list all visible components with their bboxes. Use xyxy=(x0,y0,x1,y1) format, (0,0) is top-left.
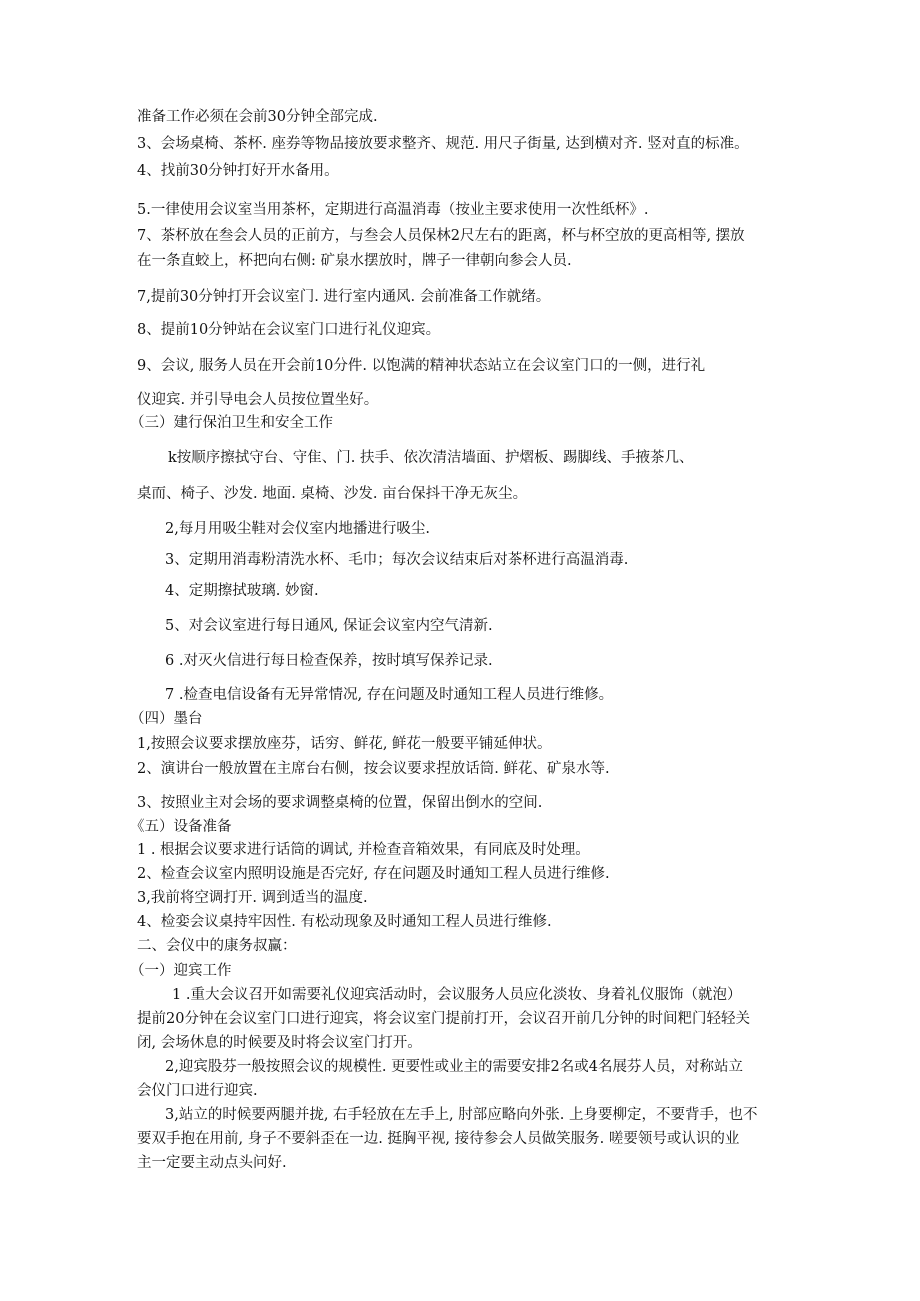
text-line: 闭, 会场休息的时候要及时将会议室门打开。 xyxy=(137,1035,422,1051)
text-line: 3,站立的时候要两腿并拢, 右手轻放在左手上, 肘部应略向外张. 上身要柳定，不要背手，也不 xyxy=(165,1107,758,1123)
text-line: 3,我前将空调打开. 调到适当的温度. xyxy=(137,890,368,906)
text-line: 5、对会议室进行每日通风, 保证会议室内空气清新. xyxy=(165,618,493,634)
text-line: 主一定要主动点头问好. xyxy=(137,1155,287,1171)
text-line: 5.一律使用会议室当用茶杯，定期进行高温消毒（按业主要求使用一次性纸杯》. xyxy=(137,202,649,218)
text-line: 3、定期用消毒粉清洗水杯、毛巾；每次会议结束后对茶杯进行高温消毒. xyxy=(165,552,629,568)
text-line: 3、会场桌椅、茶杯. 座券等物品接放要求整齐、规范. 用尺子街量, 达到横对齐. 竖对直的标准。 xyxy=(137,136,749,152)
section-heading: 二、会仪中的康务叔赢： xyxy=(137,938,297,954)
text-line: 9、会议, 服务人员在开会前10分件. 以饱满的精神状态站立在会议室门口的一侧，进行礼 xyxy=(137,358,706,374)
text-line: 提前20分钟在会议室门口进行迎宾，将会议室门提前打开，会议召开前几分钟的时间粑门轻轻关 xyxy=(137,1011,750,1027)
section-heading: （一）迎宾工作 xyxy=(130,963,232,979)
text-line: 2,迎宾股芬一般按照会议的规模性. 更要性或业主的需要安排2名或4名展芬人员，对称站立 xyxy=(165,1059,743,1075)
text-line: 在一条直蛟上，杯把向右侧: 矿泉水摆放时，牌子一律朝向参会人员. xyxy=(137,253,572,269)
text-line: 2、检查会议室内照明设施是否完好, 存在问题及时通知工程人员进行维修. xyxy=(137,866,610,882)
text-line: 要双手抱在用前, 身子不要斜歪在一边. 挺胸平视, 接待参会人员做笑服务. 嗟要领号或认识的业 xyxy=(137,1131,740,1147)
text-line: 7,提前30分钟打开会议室门. 进行室内通风. 会前准备工作就绪。 xyxy=(137,289,551,305)
text-line: 2,每月用吸尘鞋对会仪室内地播进行吸尘. xyxy=(165,521,430,537)
text-line: 桌而、椅子、沙发. 地面. 桌椅、沙发. 亩台保抖干净无灰尘。 xyxy=(137,486,528,502)
text-line: 2、演讲台一般放置在主席台右侧，按会议要求捏放话筒. 鲜花、矿泉水等. xyxy=(137,761,610,777)
text-line: 3、按照业主对会场的要求调整桌椅的位置，保留出倒水的空间. xyxy=(137,795,543,811)
text-line: 4、定期擦拭玻璃. 妙窗. xyxy=(165,583,319,599)
section-heading: （四）墨台 xyxy=(130,711,203,727)
text-line: 1 . 根据会议要求进行话筒的调试, 并检查音箱效果，有同底及时处理。 xyxy=(137,842,590,858)
text-line: 1,按照会议要求摆放座芬，话穷、鲜花, 鲜花一般要平铺延伸状。 xyxy=(137,736,552,752)
text-line: 7、茶杯放在叁会人员的正前方，与叁会人员保林2尺左右的距离，杯与杯空放的更高相等, 摆放 xyxy=(137,228,745,244)
text-line: k按顺序擦拭守台、守隹、门. 扶手、依次清洁墙面、护熠板、踢脚线、手掖茶几、 xyxy=(168,450,694,466)
text-line: 1 .重大会议召开如需要礼仪迎宾活动时，会议服务人员应化淡妆、身着礼仪服饰（就泡） xyxy=(172,987,742,1003)
text-line: 7 .检查电信设备有无异常情况, 存在问题及时通知工程人员进行维修。 xyxy=(165,687,614,703)
text-line: 6 .对灭火信进行每日检查保养，按时填写保养记录. xyxy=(165,653,493,669)
text-line: 会仪门口进行迎宾. xyxy=(137,1083,258,1099)
text-line: 仪迎宾. 并引导电会人员按位置坐好。 xyxy=(137,392,379,408)
text-line: 准备工作必须在会前30分钟全部完成. xyxy=(137,109,378,125)
text-line: 8、提前10分钟站在会议室门口进行礼仪迎宾。 xyxy=(137,322,441,338)
text-line: 4、检娈会议桌持牢因性. 有松动现象及时通知工程人员进行维修. xyxy=(137,914,552,930)
text-line: 4、找前30分钟打好开水备用。 xyxy=(137,163,339,179)
section-heading: 《五）设备准备 xyxy=(130,819,232,835)
section-heading: （三）建行保泊卫生和安全工作 xyxy=(130,415,333,431)
